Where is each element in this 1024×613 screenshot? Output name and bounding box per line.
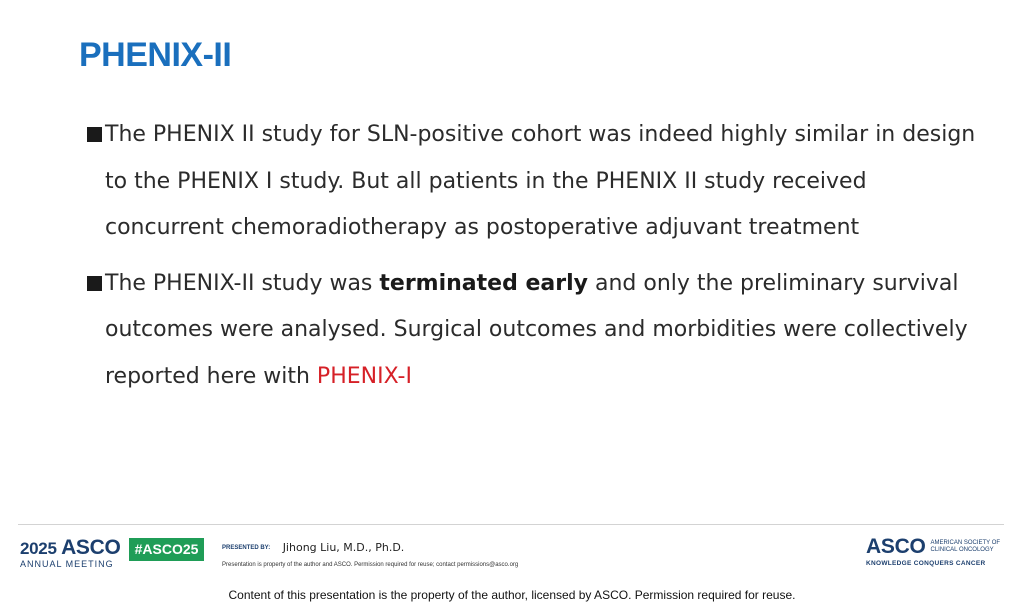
presenter-block bbox=[222, 539, 518, 568]
presented-by-label: PRESENTED BY: bbox=[222, 544, 271, 551]
bullet-text-bold: terminated early bbox=[379, 270, 588, 296]
bullet-list bbox=[86, 112, 986, 409]
bullet-text-mid: and only the preliminary survival outcomes were analysed. Surgical outcomes and morbidities were collectively reported here with bbox=[105, 270, 968, 389]
bullet-item bbox=[86, 261, 986, 401]
bullet-text: The PHENIX II study for SLN-positive cohort was indeed highly similar in design to the PHENIX I study. But all patients in the PHENIX II study received concurrent chemoradiotherapy as postoperative adjuvant treatment bbox=[105, 122, 976, 240]
asco-brand: ASCO bbox=[866, 535, 926, 558]
footer-divider bbox=[18, 524, 1004, 525]
bullet-text-highlight: PHENIX-I bbox=[316, 363, 412, 389]
slide-title: PHENIX-II bbox=[79, 36, 232, 74]
asco-logo bbox=[866, 535, 1006, 567]
meeting-year: 2025 bbox=[20, 539, 57, 558]
meeting-logo bbox=[20, 536, 121, 569]
society-line-1: AMERICAN SOCIETY OF bbox=[930, 540, 1001, 546]
square-bullet-icon bbox=[87, 276, 102, 291]
bullet-item bbox=[86, 112, 986, 252]
asco-tagline: KNOWLEDGE CONQUERS CANCER bbox=[866, 560, 986, 567]
presenter-note: Presentation is property of the author and ASCO. Permission required for reuse; contact permissions@asco.org bbox=[222, 562, 519, 568]
meeting-subtitle: ANNUAL MEETING bbox=[20, 559, 114, 569]
society-line-2: CLINICAL ONCOLOGY bbox=[930, 547, 994, 553]
hashtag-badge: #ASCO25 bbox=[129, 538, 204, 561]
copyright-notice: Content of this presentation is the property of the author, licensed by ASCO. Permission required for reuse. bbox=[228, 588, 796, 602]
society-name bbox=[930, 540, 1000, 554]
bullet-text-pre: The PHENIX-II study was bbox=[105, 270, 380, 296]
square-bullet-icon bbox=[87, 127, 102, 142]
presenter-name: Jihong Liu, M.D., Ph.D. bbox=[282, 541, 405, 555]
meeting-brand: ASCO bbox=[61, 536, 121, 559]
